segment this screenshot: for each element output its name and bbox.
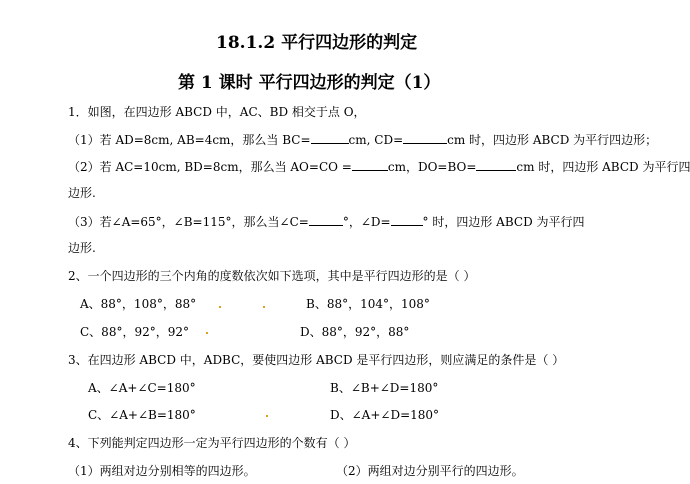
q3-option-d: D、∠A+∠D=180°	[330, 408, 440, 422]
q1-part3-text-b: °，∠D=	[342, 215, 391, 229]
q1-part1	[68, 131, 657, 148]
q3-stem: 3、在四边形 ABCD 中，ADBC，要使四边形 ABCD 是平行四边形，则应满足的条件是（ ）	[68, 353, 565, 367]
q1-part1-text-c: cm 时，四边形 ABCD 为平行四边形；	[447, 133, 658, 147]
scan-mark	[206, 332, 208, 334]
q3-option-a: A、∠A+∠C=180°	[88, 381, 196, 395]
q1-part1-text-b: cm, CD=	[348, 133, 404, 147]
q1-part2-cont: 边形.	[68, 186, 96, 200]
scan-mark	[263, 306, 265, 308]
scan-mark	[266, 415, 268, 417]
scan-mark	[219, 306, 221, 308]
q1-part2-text-a: （2）若 AC=10cm, BD=8cm，那么当 AO=CO =	[68, 160, 352, 174]
blank-angle-d[interactable]	[391, 213, 423, 226]
q2-stem: 2、一个四边形的三个内角的度数依次如下选项，其中是平行四边形的是（ ）	[68, 269, 476, 283]
blank-ao-co[interactable]	[352, 158, 388, 171]
q2-option-b: B、88°，104°，108°	[306, 297, 430, 311]
q1-stem: 1．如图，在四边形 ABCD 中，AC、BD 相交于点 O，	[68, 105, 366, 119]
q1-part3-text-c: ° 时，四边形 ABCD 为平行四	[422, 215, 585, 229]
q2-option-a: A、88°，108°，88°	[80, 297, 197, 311]
q1-part2	[68, 158, 690, 175]
blank-bc[interactable]	[311, 131, 349, 144]
q4-option-1: （1）两组对边分别相等的四边形。	[68, 464, 256, 478]
q1-part2-text-b: cm，DO=BO=	[387, 160, 477, 174]
blank-cd[interactable]	[403, 131, 447, 144]
page-title: 18.1.2 平行四边形的判定	[216, 33, 418, 53]
blank-do-bo[interactable]	[476, 158, 516, 171]
q4-option-2: （2）两组对边分别平行的四边形。	[336, 464, 524, 478]
q1-part3-cont: 边形.	[68, 241, 96, 255]
q4-stem: 4、下列能判定四边形一定为平行四边形的个数有（ ）	[68, 436, 356, 450]
lesson-subtitle: 第 1 课时 平行四边形的判定（1）	[178, 73, 441, 93]
q2-option-d: D、88°，92°，88°	[300, 325, 410, 339]
q1-part3	[68, 213, 585, 230]
blank-angle-c[interactable]	[309, 213, 343, 226]
q3-option-b: B、∠B+∠D=180°	[330, 381, 439, 395]
q1-part1-text-a: （1）若 AD=8cm, AB=4cm，那么当 BC=	[68, 133, 311, 147]
q1-part3-text-a: （3）若∠A=65°，∠B=115°，那么当∠C=	[68, 215, 309, 229]
q1-part2-text-c: cm 时，四边形 ABCD 为平行四	[516, 160, 690, 174]
q3-option-c: C、∠A+∠B=180°	[88, 408, 196, 422]
q2-option-c: C、88°，92°，92°	[80, 325, 189, 339]
